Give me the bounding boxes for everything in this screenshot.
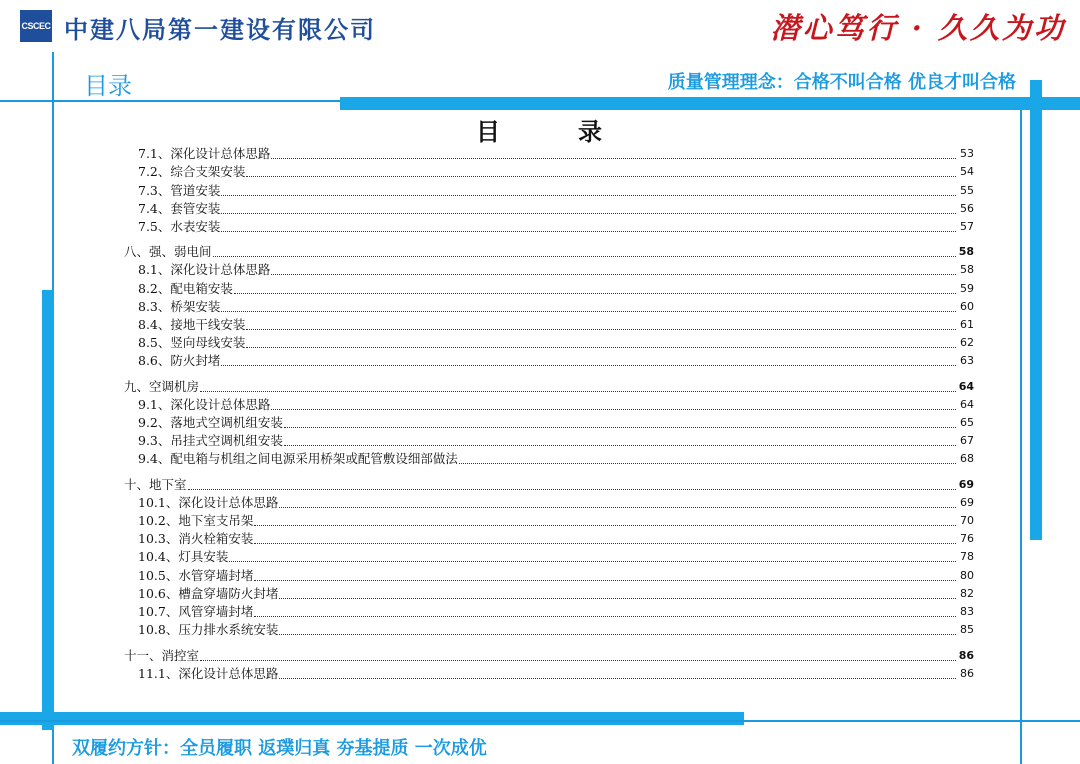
toc-leader-dots: [221, 311, 956, 312]
toc-entry-page: 65: [960, 416, 974, 430]
toc-chapter-entry[interactable]: [124, 638, 974, 663]
toc-entry-label: 7.5、水表安装: [138, 218, 221, 234]
toc-entry-label: 7.4、套管安装: [138, 200, 221, 216]
toc-entry[interactable]: [124, 431, 974, 449]
toc-leader-dots: [246, 347, 956, 348]
toc-entry-page: 69: [960, 495, 974, 509]
toc-entry-page: 55: [960, 183, 974, 197]
toc-entry-label: 8.4、接地干线安装: [138, 316, 246, 332]
toc-leader-dots: [254, 543, 956, 544]
toc-heading: [0, 112, 1080, 147]
toc-entry[interactable]: [124, 315, 974, 333]
toc-leader-dots: [200, 391, 956, 392]
toc-leader-dots: [271, 409, 956, 410]
toc-entry-label: 9.1、深化设计总体思路: [138, 396, 271, 412]
toc-entry[interactable]: [124, 180, 974, 198]
toc-entry-page: 53: [960, 147, 974, 161]
toc-leader-dots: [279, 634, 956, 635]
toc-entry-page: 86: [958, 648, 974, 662]
toc-leader-dots: [279, 507, 956, 508]
toc-entry-label: 7.2、综合支架安装: [138, 164, 246, 180]
toc-entry-label: 十一、消控室: [124, 647, 200, 663]
toc-entry[interactable]: [124, 413, 974, 431]
toc-entry[interactable]: [124, 333, 974, 351]
toc-heading-char-2: 录: [578, 118, 604, 146]
toc-entry-page: 68: [960, 452, 974, 466]
toc-leader-dots: [279, 598, 956, 599]
toc-entry-label: 10.7、风管穿墙封堵: [138, 604, 254, 620]
footer-motto: 双履约方针：全员履职 返璞归真 夯基提质 一次成优: [72, 738, 487, 759]
toc-chapter-entry[interactable]: [124, 369, 974, 394]
section-title: 目录: [84, 72, 132, 100]
toc-leader-dots: [254, 580, 956, 581]
toc-chapter-entry[interactable]: [124, 467, 974, 492]
toc-entry-label: 8.2、配电箱安装: [138, 280, 233, 296]
toc-entry-label: 9.3、吊挂式空调机组安装: [138, 433, 283, 449]
right-accent-bar: [1030, 80, 1042, 540]
toc-entry-page: 80: [960, 568, 974, 582]
toc-entry[interactable]: [124, 351, 974, 369]
toc-entry-label: 10.8、压力排水系统安装: [138, 622, 279, 638]
toc-entry[interactable]: [124, 493, 974, 511]
toc-entry-label: 9.2、落地式空调机组安装: [138, 415, 283, 431]
frame-bottom-line: [0, 720, 1080, 722]
toc-entry[interactable]: [124, 602, 974, 620]
toc-entry[interactable]: [124, 664, 974, 682]
toc-entry-page: 62: [960, 336, 974, 350]
toc-entry[interactable]: [124, 547, 974, 565]
toc-entry-page: 85: [960, 623, 974, 637]
toc-entry[interactable]: [124, 144, 974, 162]
toc-entry-page: 76: [960, 532, 974, 546]
toc-heading-char-1: 目: [476, 118, 502, 146]
toc-entry-label: 10.1、深化设计总体思路: [138, 494, 279, 510]
frame-right-line: [1020, 110, 1022, 764]
toc-entry-label: 10.6、槽盒穿墙防火封堵: [138, 585, 279, 601]
toc-leader-dots: [234, 293, 956, 294]
toc-entry-label: 8.3、桥架安装: [138, 298, 221, 314]
toc-entry[interactable]: [124, 565, 974, 583]
toc-entry-page: 56: [960, 201, 974, 215]
toc-leader-dots: [229, 561, 956, 562]
toc-entry-label: 九、空调机房: [124, 378, 200, 394]
toc-entry-label: 7.1、深化设计总体思路: [138, 146, 271, 162]
toc-entry-page: 63: [960, 354, 974, 368]
toc-entry[interactable]: [124, 449, 974, 467]
toc-entry[interactable]: [124, 217, 974, 235]
toc-leader-dots: [221, 365, 956, 366]
toc-leader-dots: [246, 176, 956, 177]
slogan-calligraphy: 潜心笃行 · 久久为功: [770, 11, 1066, 45]
toc-leader-dots: [254, 616, 956, 617]
toc-entry-label: 9.4、配电箱与机组之间电源采用桥架或配管敷设细部做法: [138, 451, 458, 467]
footer-accent-bar: [0, 712, 744, 725]
toc-entry-page: 86: [960, 666, 974, 680]
toc-leader-dots: [459, 463, 956, 464]
toc-entry-page: 64: [960, 397, 974, 411]
toc-entry[interactable]: [124, 199, 974, 217]
toc-leader-dots: [221, 195, 956, 196]
toc-entry[interactable]: [124, 584, 974, 602]
company-logo: CSCEC: [20, 10, 52, 42]
toc-entry[interactable]: [124, 278, 974, 296]
toc-entry[interactable]: [124, 511, 974, 529]
toc-leader-dots: [271, 158, 956, 159]
toc-entry[interactable]: [124, 395, 974, 413]
toc-entry-page: 61: [960, 317, 974, 331]
toc-entry[interactable]: [124, 297, 974, 315]
toc-entry[interactable]: [124, 529, 974, 547]
toc-entry-label: 8.1、深化设计总体思路: [138, 262, 271, 278]
toc-entry-page: 58: [958, 245, 974, 259]
toc-entry-label: 10.3、消火栓箱安装: [138, 531, 254, 547]
toc-entry-label: 8.5、竖向母线安装: [138, 335, 246, 351]
toc-entry-page: 67: [960, 434, 974, 448]
left-accent-bar: [42, 290, 54, 730]
toc-entry[interactable]: [124, 162, 974, 180]
toc-leader-dots: [254, 525, 956, 526]
company-name: 中建八局第一建设有限公司: [64, 16, 376, 44]
quality-philosophy: 质量管理理念：合格不叫合格 优良才叫合格: [667, 72, 1016, 93]
toc-entry-label: 7.3、管道安装: [138, 182, 221, 198]
toc-chapter-entry[interactable]: [124, 235, 974, 260]
toc-leader-dots: [279, 678, 956, 679]
toc-entry-label: 10.2、地下室支吊架: [138, 513, 254, 529]
toc-entry[interactable]: [124, 620, 974, 638]
toc-entry-page: 58: [960, 263, 974, 277]
toc-entry-label: 十、地下室: [124, 476, 187, 492]
toc-entry-label: 11.1、深化设计总体思路: [138, 665, 279, 681]
toc-entry-label: 10.4、灯具安装: [138, 549, 229, 565]
toc-entry-page: 78: [960, 550, 974, 564]
toc-entry-page: 64: [958, 379, 974, 393]
toc-entry-page: 59: [960, 281, 974, 295]
toc-leader-dots: [271, 274, 956, 275]
toc-entry-page: 57: [960, 219, 974, 233]
toc-entry-page: 83: [960, 605, 974, 619]
toc-leader-dots: [213, 256, 956, 257]
toc-leader-dots: [246, 329, 956, 330]
toc-entry[interactable]: [124, 260, 974, 278]
toc-entry-label: 8.6、防火封堵: [138, 353, 221, 369]
toc-entry-label: 10.5、水管穿墙封堵: [138, 567, 254, 583]
toc-list: [124, 144, 974, 682]
toc-entry-page: 70: [960, 514, 974, 528]
toc-entry-page: 54: [960, 165, 974, 179]
toc-entry-page: 82: [960, 586, 974, 600]
toc-entry-page: 60: [960, 299, 974, 313]
toc-leader-dots: [221, 231, 956, 232]
toc-leader-dots: [221, 213, 956, 214]
toc-leader-dots: [188, 489, 956, 490]
toc-leader-dots: [284, 427, 956, 428]
toc-leader-dots: [284, 445, 956, 446]
toc-leader-dots: [200, 660, 956, 661]
header-accent-bar: [340, 97, 1080, 110]
toc-entry-label: 八、强、弱电间: [124, 244, 212, 260]
toc-entry-page: 69: [958, 477, 974, 491]
